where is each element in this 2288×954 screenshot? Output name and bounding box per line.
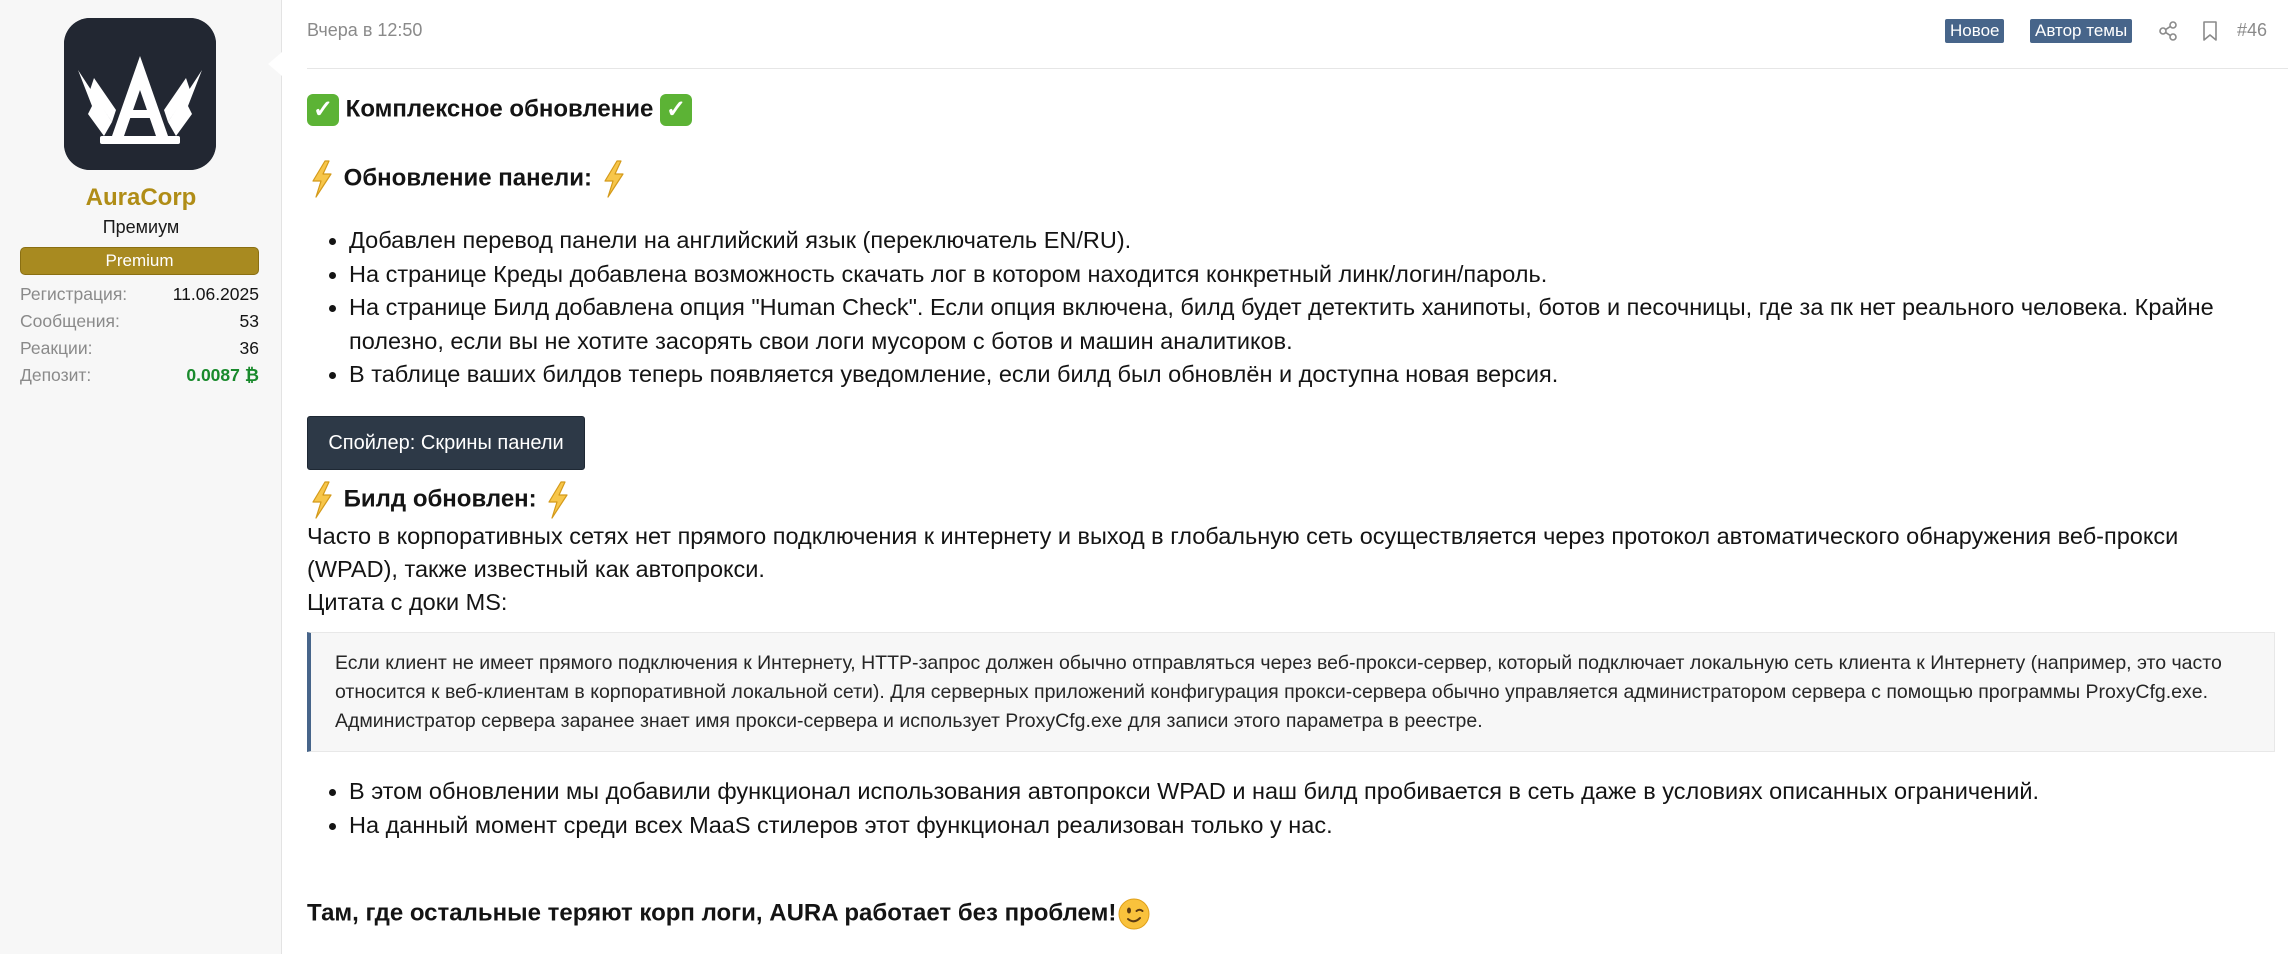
new-badge: Новое <box>1945 19 2004 43</box>
share-icon[interactable] <box>2157 20 2179 42</box>
stat-registration <box>20 281 259 307</box>
quote-block: Если клиент не имеет прямого подключения к Интернету, HTTP-запрос должен обычно отправляться через веб-прокси-сервер, который подключает локальную сеть клиента к Интернету (например, это часто относится к веб-клиентам в корпоративной локальной сети). Для серверных приложений конфигурация прокси-сервера обычно управляется администратором сервера с помощью программы ProxyCfg.exe. Администратор сервера заранее знает имя прокси-сервера и использует ProxyCfg.exe для записи этого параметра в реестре. <box>307 632 2275 752</box>
stat-label: Регистрация: <box>20 284 128 304</box>
closing-line <box>307 898 1150 930</box>
heading-text: Комплексное обновление <box>345 95 654 123</box>
closing-text: Там, где остальные теряют корп логи, AURA работает без проблем! <box>307 899 1117 927</box>
lightning-icon <box>307 160 337 198</box>
list-item: На странице Билд добавлена опция "Human Check". Если опция включена, билд будет детектить ханипоты, ботов и песочницы, где за пк нет реального человека. Крайне полезно, если вы не хотите засорять свои логи мусором с ботов и машин аналитиков. <box>349 291 2260 358</box>
stat-label: Сообщения: <box>20 311 120 331</box>
heading-build-update <box>307 481 573 519</box>
panel-update-list <box>349 224 2260 392</box>
check-mark-icon: ✓ <box>660 94 692 126</box>
post-number[interactable]: #46 <box>2237 20 2268 40</box>
post-date[interactable]: Вчера в 12:50 <box>307 20 423 40</box>
wpad-feature-list <box>349 775 2260 842</box>
deposit-value: 0.0087 ₿ <box>186 365 259 385</box>
avatar[interactable] <box>64 18 216 170</box>
list-item: На данный момент среди всех MaaS стилеров этот функционал реализован только у нас. <box>349 809 2260 843</box>
user-sidebar <box>0 0 282 954</box>
wink-emoji-icon <box>1118 898 1150 930</box>
stat-label: Реакции: <box>20 338 93 358</box>
bookmark-icon[interactable] <box>2199 20 2221 42</box>
lightning-icon <box>599 160 629 198</box>
stat-value: 53 <box>239 311 259 331</box>
list-item: На странице Креды добавлена возможность скачать лог в котором находится конкретный линк/логин/пароль. <box>349 258 2260 292</box>
quote-label: Цитата с доки MS: <box>307 589 508 615</box>
list-item: Добавлен перевод панели на английский язык (переключатель EN/RU). <box>349 224 2260 258</box>
check-mark-icon: ✓ <box>307 94 339 126</box>
lightning-icon <box>543 481 573 519</box>
heading-text: Билд обновлен: <box>343 485 537 513</box>
user-title: Премиум <box>102 217 180 237</box>
heading-panel-update <box>307 160 629 198</box>
stat-value: 36 <box>239 338 259 358</box>
list-item: В таблице ваших билдов теперь появляется уведомление, если билд был обновлён и доступна новая версия. <box>349 358 2260 392</box>
heading-text: Обновление панели: <box>343 164 592 192</box>
stat-label: Депозит: <box>20 365 92 385</box>
username[interactable]: AuraCorp <box>85 184 197 211</box>
header-divider <box>307 68 2288 69</box>
heading-complex-update <box>307 94 692 126</box>
stat-reactions <box>20 335 259 361</box>
stat-messages <box>20 308 259 334</box>
wpad-paragraph: Часто в корпоративных сетях нет прямого подключения к интернету и выход в глобальную сеть осуществляется через протокол автоматического обнаружения веб-прокси (WPAD), также известный как автопрокси. <box>307 523 2179 582</box>
lightning-icon <box>307 481 337 519</box>
author-badge: Автор темы <box>2030 19 2132 43</box>
spoiler-button[interactable]: Спойлер: Скрины панели <box>307 416 585 470</box>
stat-deposit <box>20 362 259 388</box>
user-banner: Premium <box>20 247 259 275</box>
stat-value: 11.06.2025 <box>172 284 259 304</box>
list-item: В этом обновлении мы добавили функционал использования автопрокси WPAD и наш билд пробивается в сеть даже в условиях описанных ограничений. <box>349 775 2260 809</box>
aura-crown-logo <box>64 18 216 170</box>
